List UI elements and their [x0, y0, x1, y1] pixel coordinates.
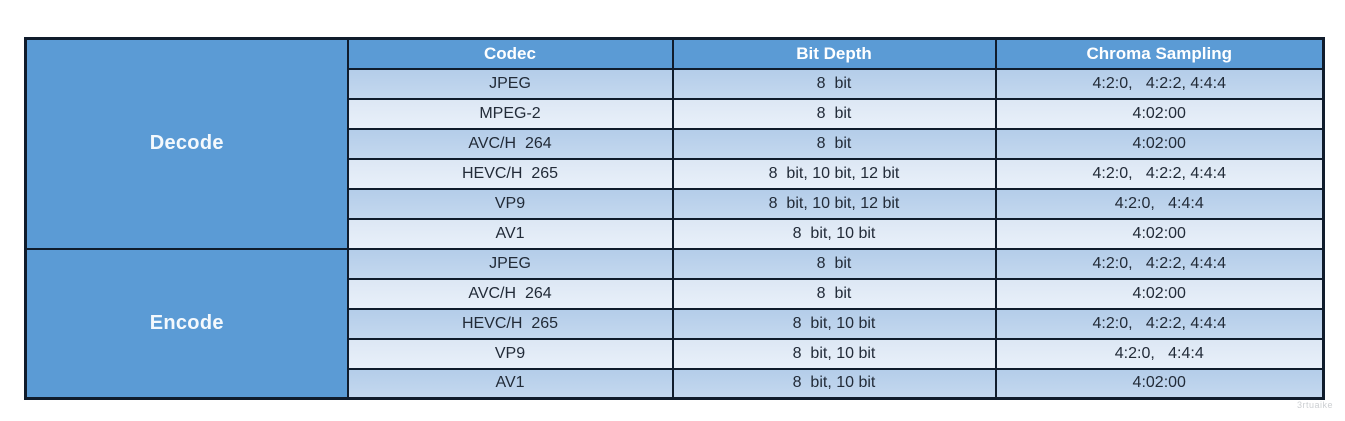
cell-codec: HEVC/H 265	[348, 159, 673, 189]
cell-chroma: 4:02:00	[996, 279, 1324, 309]
cell-codec: VP9	[348, 189, 673, 219]
column-header-chroma-sampling: Chroma Sampling	[996, 39, 1324, 69]
cell-bit-depth: 8 bit, 10 bit, 12 bit	[673, 159, 996, 189]
cell-bit-depth: 8 bit, 10 bit, 12 bit	[673, 189, 996, 219]
cell-chroma: 4:02:00	[996, 219, 1324, 249]
cell-bit-depth: 8 bit, 10 bit	[673, 309, 996, 339]
cell-codec: VP9	[348, 339, 673, 369]
cell-codec: AV1	[348, 219, 673, 249]
cell-chroma: 4:2:0, 4:2:2, 4:4:4	[996, 159, 1324, 189]
cell-chroma: 4:02:00	[996, 369, 1324, 399]
cell-codec: AV1	[348, 369, 673, 399]
cell-chroma: 4:2:0, 4:2:2, 4:4:4	[996, 69, 1324, 99]
cell-bit-depth: 8 bit	[673, 279, 996, 309]
cell-bit-depth: 8 bit, 10 bit	[673, 219, 996, 249]
cell-bit-depth: 8 bit	[673, 69, 996, 99]
section-cell-decode: Decode	[26, 39, 348, 249]
cell-bit-depth: 8 bit	[673, 249, 996, 279]
cell-codec: JPEG	[348, 69, 673, 99]
watermark: 3rtuaike	[1297, 400, 1334, 410]
cell-bit-depth: 8 bit, 10 bit	[673, 339, 996, 369]
cell-chroma: 4:2:0, 4:4:4	[996, 339, 1324, 369]
cell-bit-depth: 8 bit, 10 bit	[673, 369, 996, 399]
column-header-codec: Codec	[348, 39, 673, 69]
cell-bit-depth: 8 bit	[673, 129, 996, 159]
cell-chroma: 4:2:0, 4:2:2, 4:4:4	[996, 309, 1324, 339]
column-header-bit-depth: Bit Depth	[673, 39, 996, 69]
cell-chroma: 4:2:0, 4:2:2, 4:4:4	[996, 249, 1324, 279]
table-row	[26, 249, 1324, 279]
cell-chroma: 4:2:0, 4:4:4	[996, 189, 1324, 219]
table-header-row	[26, 39, 1324, 69]
cell-codec: HEVC/H 265	[348, 309, 673, 339]
section-cell-encode: Encode	[26, 249, 348, 399]
codec-support-table	[24, 37, 1325, 400]
cell-codec: MPEG-2	[348, 99, 673, 129]
cell-bit-depth: 8 bit	[673, 99, 996, 129]
cell-codec: AVC/H 264	[348, 129, 673, 159]
cell-chroma: 4:02:00	[996, 129, 1324, 159]
cell-codec: JPEG	[348, 249, 673, 279]
cell-codec: AVC/H 264	[348, 279, 673, 309]
cell-chroma: 4:02:00	[996, 99, 1324, 129]
